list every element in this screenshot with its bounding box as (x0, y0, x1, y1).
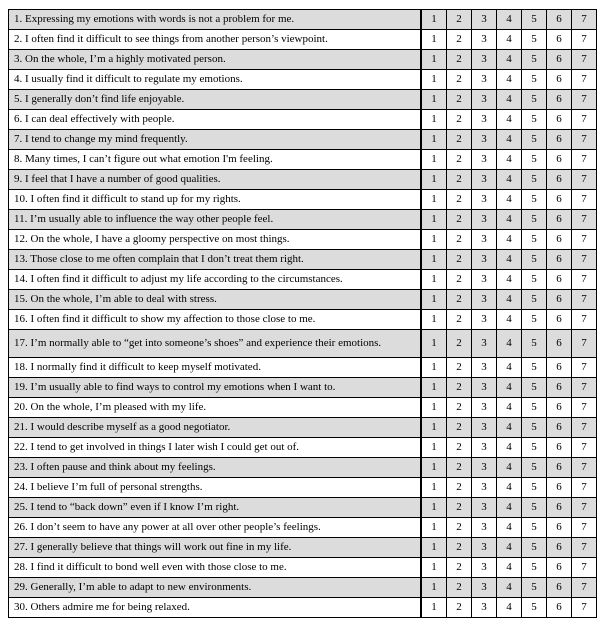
rating-option-7[interactable]: 7 (572, 538, 597, 558)
rating-option-7[interactable]: 7 (572, 150, 597, 170)
rating-option-4[interactable]: 4 (497, 358, 522, 378)
rating-option-3[interactable]: 3 (472, 250, 497, 270)
question-text: 26. I don’t seem to have any power at all over other people’s feelings. (9, 518, 422, 538)
rating-option-1[interactable]: 1 (421, 310, 447, 330)
question-text: 25. I tend to “back down” even if I know I’m right. (9, 498, 422, 518)
question-row (9, 70, 597, 90)
rating-option-3[interactable]: 3 (472, 290, 497, 310)
rating-option-4[interactable]: 4 (497, 310, 522, 330)
rating-option-3[interactable]: 3 (472, 578, 497, 598)
question-row (9, 30, 597, 50)
question-row (9, 458, 597, 478)
rating-option-2[interactable]: 2 (447, 110, 472, 130)
question-row (9, 290, 597, 310)
rating-option-3[interactable]: 3 (472, 358, 497, 378)
rating-option-6[interactable]: 6 (547, 478, 572, 498)
question-row (9, 250, 597, 270)
rating-option-7[interactable]: 7 (572, 170, 597, 190)
question-text: 7. I tend to change my mind frequently. (9, 130, 422, 150)
rating-option-3[interactable]: 3 (472, 498, 497, 518)
rating-option-6[interactable]: 6 (547, 290, 572, 310)
rating-option-2[interactable]: 2 (447, 330, 472, 358)
question-row (9, 170, 597, 190)
rating-option-2[interactable]: 2 (447, 598, 472, 618)
rating-option-6[interactable]: 6 (547, 598, 572, 618)
rating-option-2[interactable]: 2 (447, 130, 472, 150)
rating-option-1[interactable]: 1 (421, 358, 447, 378)
rating-option-3[interactable]: 3 (472, 458, 497, 478)
rating-option-4[interactable]: 4 (497, 378, 522, 398)
rating-option-4[interactable]: 4 (497, 270, 522, 290)
question-text: 22. I tend to get involved in things I later wish I could get out of. (9, 438, 422, 458)
question-text: 1. Expressing my emotions with words is not a problem for me. (9, 10, 422, 30)
question-row (9, 110, 597, 130)
rating-option-1[interactable]: 1 (421, 30, 447, 50)
rating-option-3[interactable]: 3 (472, 130, 497, 150)
rating-option-3[interactable]: 3 (472, 518, 497, 538)
question-text: 19. I’m usually able to find ways to control my emotions when I want to. (9, 378, 422, 398)
rating-option-4[interactable]: 4 (497, 110, 522, 130)
rating-option-2[interactable]: 2 (447, 290, 472, 310)
rating-option-1[interactable]: 1 (421, 50, 447, 70)
rating-option-6[interactable]: 6 (547, 310, 572, 330)
rating-option-2[interactable]: 2 (447, 250, 472, 270)
rating-option-5[interactable]: 5 (522, 330, 547, 358)
question-row (9, 310, 597, 330)
rating-option-4[interactable]: 4 (497, 10, 522, 30)
rating-option-1[interactable]: 1 (421, 478, 447, 498)
rating-option-7[interactable]: 7 (572, 378, 597, 398)
question-row (9, 438, 597, 458)
rating-option-5[interactable]: 5 (522, 50, 547, 70)
rating-option-1[interactable]: 1 (421, 190, 447, 210)
question-row (9, 210, 597, 230)
rating-option-5[interactable]: 5 (522, 438, 547, 458)
rating-option-6[interactable]: 6 (547, 270, 572, 290)
rating-option-2[interactable]: 2 (447, 438, 472, 458)
questionnaire-table (8, 9, 597, 618)
rating-option-4[interactable]: 4 (497, 30, 522, 50)
rating-option-1[interactable]: 1 (421, 270, 447, 290)
rating-option-2[interactable]: 2 (447, 230, 472, 250)
question-row (9, 478, 597, 498)
rating-option-5[interactable]: 5 (522, 130, 547, 150)
rating-option-1[interactable]: 1 (421, 70, 447, 90)
rating-option-3[interactable]: 3 (472, 30, 497, 50)
rating-option-7[interactable]: 7 (572, 30, 597, 50)
rating-option-1[interactable]: 1 (421, 558, 447, 578)
rating-option-1[interactable]: 1 (421, 170, 447, 190)
rating-option-6[interactable]: 6 (547, 10, 572, 30)
rating-option-2[interactable]: 2 (447, 518, 472, 538)
rating-option-2[interactable]: 2 (447, 210, 472, 230)
rating-option-1[interactable]: 1 (421, 538, 447, 558)
rating-option-3[interactable]: 3 (472, 478, 497, 498)
rating-option-4[interactable]: 4 (497, 558, 522, 578)
rating-option-6[interactable]: 6 (547, 330, 572, 358)
rating-option-6[interactable]: 6 (547, 30, 572, 50)
question-text: 2. I often find it difficult to see things from another person’s viewpoint. (9, 30, 422, 50)
rating-option-4[interactable]: 4 (497, 578, 522, 598)
question-row (9, 50, 597, 70)
question-text: 20. On the whole, I’m pleased with my life. (9, 398, 422, 418)
rating-option-3[interactable]: 3 (472, 10, 497, 30)
rating-option-2[interactable]: 2 (447, 150, 472, 170)
rating-option-4[interactable]: 4 (497, 210, 522, 230)
rating-option-2[interactable]: 2 (447, 90, 472, 110)
rating-option-7[interactable]: 7 (572, 90, 597, 110)
rating-option-6[interactable]: 6 (547, 70, 572, 90)
question-row (9, 498, 597, 518)
rating-option-7[interactable]: 7 (572, 398, 597, 418)
rating-option-7[interactable]: 7 (572, 70, 597, 90)
rating-option-2[interactable]: 2 (447, 398, 472, 418)
question-text: 5. I generally don’t find life enjoyable. (9, 90, 422, 110)
rating-option-2[interactable]: 2 (447, 478, 472, 498)
rating-option-2[interactable]: 2 (447, 270, 472, 290)
rating-option-4[interactable]: 4 (497, 598, 522, 618)
rating-option-5[interactable]: 5 (522, 250, 547, 270)
rating-option-4[interactable]: 4 (497, 398, 522, 418)
rating-option-5[interactable]: 5 (522, 498, 547, 518)
rating-option-6[interactable]: 6 (547, 538, 572, 558)
rating-option-2[interactable]: 2 (447, 378, 472, 398)
rating-option-5[interactable]: 5 (522, 538, 547, 558)
question-text: 21. I would describe myself as a good negotiator. (9, 418, 422, 438)
rating-option-5[interactable]: 5 (522, 110, 547, 130)
rating-option-1[interactable]: 1 (421, 518, 447, 538)
rating-option-5[interactable]: 5 (522, 270, 547, 290)
rating-option-6[interactable]: 6 (547, 518, 572, 538)
rating-option-5[interactable]: 5 (522, 398, 547, 418)
rating-option-5[interactable]: 5 (522, 170, 547, 190)
rating-option-2[interactable]: 2 (447, 190, 472, 210)
rating-option-4[interactable]: 4 (497, 438, 522, 458)
question-text: 13. Those close to me often complain that I don’t treat them right. (9, 250, 422, 270)
rating-option-7[interactable]: 7 (572, 250, 597, 270)
rating-option-6[interactable]: 6 (547, 230, 572, 250)
rating-option-5[interactable]: 5 (522, 210, 547, 230)
rating-option-3[interactable]: 3 (472, 558, 497, 578)
rating-option-6[interactable]: 6 (547, 170, 572, 190)
question-row (9, 578, 597, 598)
rating-option-3[interactable]: 3 (472, 90, 497, 110)
rating-option-3[interactable]: 3 (472, 418, 497, 438)
rating-option-1[interactable]: 1 (421, 398, 447, 418)
rating-option-1[interactable]: 1 (421, 230, 447, 250)
rating-option-7[interactable]: 7 (572, 478, 597, 498)
rating-option-1[interactable]: 1 (421, 578, 447, 598)
questionnaire (8, 9, 591, 618)
rating-option-7[interactable]: 7 (572, 438, 597, 458)
rating-option-3[interactable]: 3 (472, 170, 497, 190)
rating-option-2[interactable]: 2 (447, 358, 472, 378)
rating-option-4[interactable]: 4 (497, 498, 522, 518)
rating-option-6[interactable]: 6 (547, 190, 572, 210)
rating-option-5[interactable]: 5 (522, 230, 547, 250)
rating-option-2[interactable]: 2 (447, 558, 472, 578)
rating-option-6[interactable]: 6 (547, 378, 572, 398)
question-row (9, 130, 597, 150)
rating-option-3[interactable]: 3 (472, 190, 497, 210)
rating-option-3[interactable]: 3 (472, 538, 497, 558)
rating-option-4[interactable]: 4 (497, 50, 522, 70)
question-text: 28. I find it difficult to bond well even with those close to me. (9, 558, 422, 578)
question-row (9, 270, 597, 290)
rating-option-6[interactable]: 6 (547, 458, 572, 478)
rating-option-5[interactable]: 5 (522, 190, 547, 210)
question-text: 29. Generally, I’m able to adapt to new environments. (9, 578, 422, 598)
rating-option-2[interactable]: 2 (447, 538, 472, 558)
rating-option-3[interactable]: 3 (472, 378, 497, 398)
question-row (9, 90, 597, 110)
rating-option-5[interactable]: 5 (522, 10, 547, 30)
rating-option-4[interactable]: 4 (497, 518, 522, 538)
rating-option-6[interactable]: 6 (547, 438, 572, 458)
rating-option-5[interactable]: 5 (522, 458, 547, 478)
rating-option-4[interactable]: 4 (497, 458, 522, 478)
question-row (9, 538, 597, 558)
rating-option-6[interactable]: 6 (547, 50, 572, 70)
rating-option-1[interactable]: 1 (421, 330, 447, 358)
rating-option-4[interactable]: 4 (497, 90, 522, 110)
rating-option-5[interactable]: 5 (522, 578, 547, 598)
question-text: 9. I feel that I have a number of good qualities. (9, 170, 422, 190)
question-text: 16. I often find it difficult to show my affection to those close to me. (9, 310, 422, 330)
question-text: 12. On the whole, I have a gloomy perspective on most things. (9, 230, 422, 250)
rating-option-2[interactable]: 2 (447, 170, 472, 190)
rating-option-7[interactable]: 7 (572, 330, 597, 358)
rating-option-4[interactable]: 4 (497, 418, 522, 438)
rating-option-3[interactable]: 3 (472, 330, 497, 358)
rating-option-4[interactable]: 4 (497, 538, 522, 558)
rating-option-7[interactable]: 7 (572, 458, 597, 478)
rating-option-3[interactable]: 3 (472, 270, 497, 290)
rating-option-3[interactable]: 3 (472, 210, 497, 230)
question-row (9, 378, 597, 398)
rating-option-4[interactable]: 4 (497, 190, 522, 210)
rating-option-2[interactable]: 2 (447, 10, 472, 30)
rating-option-5[interactable]: 5 (522, 70, 547, 90)
rating-option-5[interactable]: 5 (522, 358, 547, 378)
rating-option-3[interactable]: 3 (472, 110, 497, 130)
question-row (9, 190, 597, 210)
rating-option-3[interactable]: 3 (472, 398, 497, 418)
question-text: 8. Many times, I can’t figure out what emotion I'm feeling. (9, 150, 422, 170)
rating-option-7[interactable]: 7 (572, 598, 597, 618)
rating-option-7[interactable]: 7 (572, 50, 597, 70)
question-row (9, 10, 597, 30)
rating-option-6[interactable]: 6 (547, 418, 572, 438)
rating-option-5[interactable]: 5 (522, 90, 547, 110)
question-row (9, 358, 597, 378)
rating-option-2[interactable]: 2 (447, 498, 472, 518)
rating-option-1[interactable]: 1 (421, 378, 447, 398)
rating-option-5[interactable]: 5 (522, 290, 547, 310)
rating-option-5[interactable]: 5 (522, 598, 547, 618)
rating-option-7[interactable]: 7 (572, 270, 597, 290)
rating-option-3[interactable]: 3 (472, 438, 497, 458)
question-row (9, 418, 597, 438)
rating-option-1[interactable]: 1 (421, 598, 447, 618)
rating-option-7[interactable]: 7 (572, 130, 597, 150)
rating-option-7[interactable]: 7 (572, 310, 597, 330)
question-text: 10. I often find it difficult to stand up for my rights. (9, 190, 422, 210)
rating-option-6[interactable]: 6 (547, 130, 572, 150)
rating-option-6[interactable]: 6 (547, 250, 572, 270)
rating-option-1[interactable]: 1 (421, 498, 447, 518)
rating-option-7[interactable]: 7 (572, 210, 597, 230)
rating-option-3[interactable]: 3 (472, 150, 497, 170)
rating-option-4[interactable]: 4 (497, 330, 522, 358)
rating-option-7[interactable]: 7 (572, 230, 597, 250)
rating-option-6[interactable]: 6 (547, 498, 572, 518)
rating-option-6[interactable]: 6 (547, 398, 572, 418)
rating-option-7[interactable]: 7 (572, 558, 597, 578)
rating-option-4[interactable]: 4 (497, 230, 522, 250)
rating-option-2[interactable]: 2 (447, 70, 472, 90)
question-text: 17. I’m normally able to “get into someone’s shoes” and experience their emotions. (9, 330, 422, 358)
question-row (9, 598, 597, 618)
rating-option-5[interactable]: 5 (522, 30, 547, 50)
question-row (9, 330, 597, 358)
rating-option-5[interactable]: 5 (522, 418, 547, 438)
rating-option-5[interactable]: 5 (522, 558, 547, 578)
rating-option-2[interactable]: 2 (447, 578, 472, 598)
rating-option-4[interactable]: 4 (497, 250, 522, 270)
rating-option-6[interactable]: 6 (547, 90, 572, 110)
question-row (9, 558, 597, 578)
rating-option-7[interactable]: 7 (572, 10, 597, 30)
rating-option-7[interactable]: 7 (572, 110, 597, 130)
rating-option-1[interactable]: 1 (421, 150, 447, 170)
rating-option-1[interactable]: 1 (421, 290, 447, 310)
rating-option-2[interactable]: 2 (447, 418, 472, 438)
question-text: 23. I often pause and think about my feelings. (9, 458, 422, 478)
question-text: 24. I believe I’m full of personal strengths. (9, 478, 422, 498)
rating-option-1[interactable]: 1 (421, 110, 447, 130)
rating-option-7[interactable]: 7 (572, 290, 597, 310)
question-text: 4. I usually find it difficult to regulate my emotions. (9, 70, 422, 90)
rating-option-1[interactable]: 1 (421, 130, 447, 150)
question-text: 6. I can deal effectively with people. (9, 110, 422, 130)
rating-option-6[interactable]: 6 (547, 150, 572, 170)
rating-option-5[interactable]: 5 (522, 518, 547, 538)
rating-option-2[interactable]: 2 (447, 310, 472, 330)
question-text: 15. On the whole, I’m able to deal with stress. (9, 290, 422, 310)
rating-option-3[interactable]: 3 (472, 230, 497, 250)
rating-option-7[interactable]: 7 (572, 418, 597, 438)
rating-option-5[interactable]: 5 (522, 378, 547, 398)
rating-option-3[interactable]: 3 (472, 310, 497, 330)
question-row (9, 518, 597, 538)
rating-option-5[interactable]: 5 (522, 310, 547, 330)
rating-option-5[interactable]: 5 (522, 478, 547, 498)
rating-option-5[interactable]: 5 (522, 150, 547, 170)
rating-option-3[interactable]: 3 (472, 70, 497, 90)
question-text: 11. I’m usually able to influence the way other people feel. (9, 210, 422, 230)
rating-option-4[interactable]: 4 (497, 170, 522, 190)
rating-option-3[interactable]: 3 (472, 598, 497, 618)
rating-option-4[interactable]: 4 (497, 70, 522, 90)
rating-option-7[interactable]: 7 (572, 578, 597, 598)
question-row (9, 150, 597, 170)
rating-option-6[interactable]: 6 (547, 358, 572, 378)
rating-option-2[interactable]: 2 (447, 30, 472, 50)
question-text: 27. I generally believe that things will work out fine in my life. (9, 538, 422, 558)
rating-option-4[interactable]: 4 (497, 130, 522, 150)
rating-option-4[interactable]: 4 (497, 290, 522, 310)
rating-option-2[interactable]: 2 (447, 50, 472, 70)
rating-option-1[interactable]: 1 (421, 250, 447, 270)
question-text: 3. On the whole, I’m a highly motivated person. (9, 50, 422, 70)
rating-option-2[interactable]: 2 (447, 458, 472, 478)
rating-option-1[interactable]: 1 (421, 438, 447, 458)
question-text: 18. I normally find it difficult to keep myself motivated. (9, 358, 422, 378)
rating-option-1[interactable]: 1 (421, 418, 447, 438)
rating-option-7[interactable]: 7 (572, 358, 597, 378)
rating-option-4[interactable]: 4 (497, 478, 522, 498)
rating-option-3[interactable]: 3 (472, 50, 497, 70)
rating-option-1[interactable]: 1 (421, 210, 447, 230)
rating-option-6[interactable]: 6 (547, 110, 572, 130)
rating-option-6[interactable]: 6 (547, 210, 572, 230)
rating-option-6[interactable]: 6 (547, 578, 572, 598)
rating-option-1[interactable]: 1 (421, 458, 447, 478)
question-text: 14. I often find it difficult to adjust my life according to the circumstances. (9, 270, 422, 290)
rating-option-1[interactable]: 1 (421, 10, 447, 30)
rating-option-1[interactable]: 1 (421, 90, 447, 110)
question-text: 30. Others admire me for being relaxed. (9, 598, 422, 618)
rating-option-6[interactable]: 6 (547, 558, 572, 578)
rating-option-7[interactable]: 7 (572, 518, 597, 538)
rating-option-7[interactable]: 7 (572, 190, 597, 210)
question-row (9, 230, 597, 250)
rating-option-7[interactable]: 7 (572, 498, 597, 518)
question-row (9, 398, 597, 418)
rating-option-4[interactable]: 4 (497, 150, 522, 170)
